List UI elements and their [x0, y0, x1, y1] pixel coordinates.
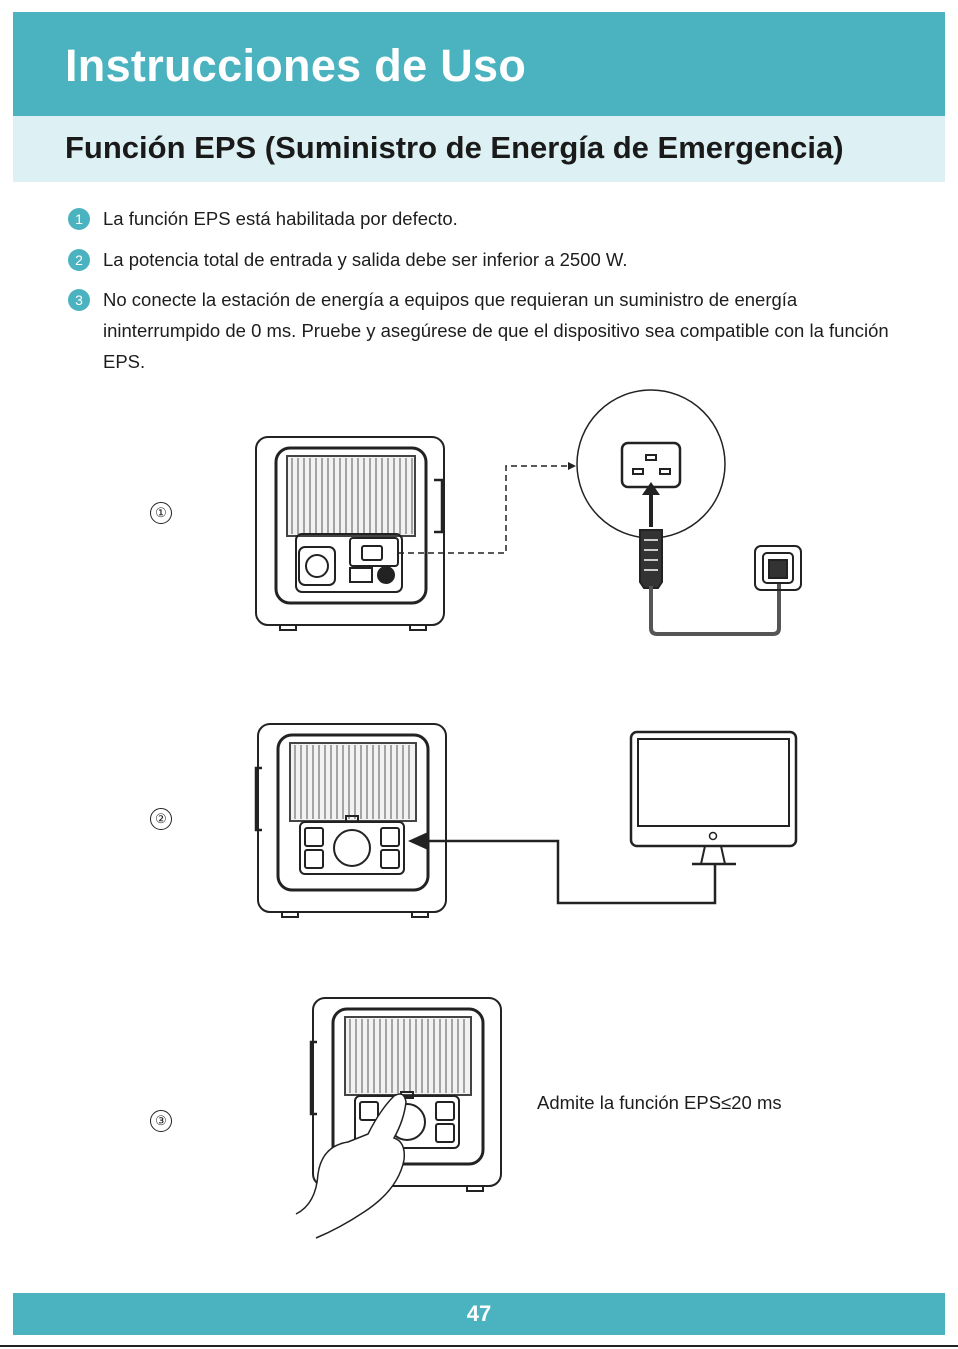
note-text: La función EPS está habilitada por defecto.: [103, 208, 458, 229]
monitor-icon: [631, 732, 796, 864]
eps-caption: Admite la función EPS≤20 ms: [537, 1092, 782, 1113]
page-number: 47: [466, 1301, 492, 1326]
page-footer: [13, 1293, 945, 1335]
note-text: No conecte la estación de energía a equipos que requieran un suministro de energía ininterrumpido de 0 ms. Pruebe y asegúrese de que el dispositivo sea compatible con la función EPS.: [103, 289, 889, 372]
power-station-back-illustration: [256, 437, 444, 630]
step-2-label: ②: [150, 808, 172, 830]
bottom-divider: [0, 1345, 958, 1347]
dashed-leader-line: [398, 466, 568, 553]
power-station-front-illustration: [256, 724, 446, 917]
cable-arrowhead: [408, 832, 428, 850]
page-title: Instrucciones de Uso: [65, 40, 527, 91]
ac-inlet-detail: [622, 443, 680, 527]
step-1-label: ①: [150, 502, 172, 524]
note-text: La potencia total de entrada y salida debe ser inferior a 2500 W.: [103, 249, 628, 270]
step-3-label: ③: [150, 1110, 172, 1132]
note-number-badge: 2: [68, 249, 90, 271]
note-number-badge: 3: [68, 289, 90, 311]
section-title: Función EPS (Suministro de Energía de Emergencia): [65, 130, 844, 165]
leader-arrowhead: [568, 462, 576, 470]
power-plug-icon: [640, 530, 662, 588]
power-cable: [651, 584, 779, 634]
wall-outlet-icon: [755, 546, 801, 590]
note-number-badge: 1: [68, 208, 90, 230]
monitor-cable: [424, 841, 715, 903]
